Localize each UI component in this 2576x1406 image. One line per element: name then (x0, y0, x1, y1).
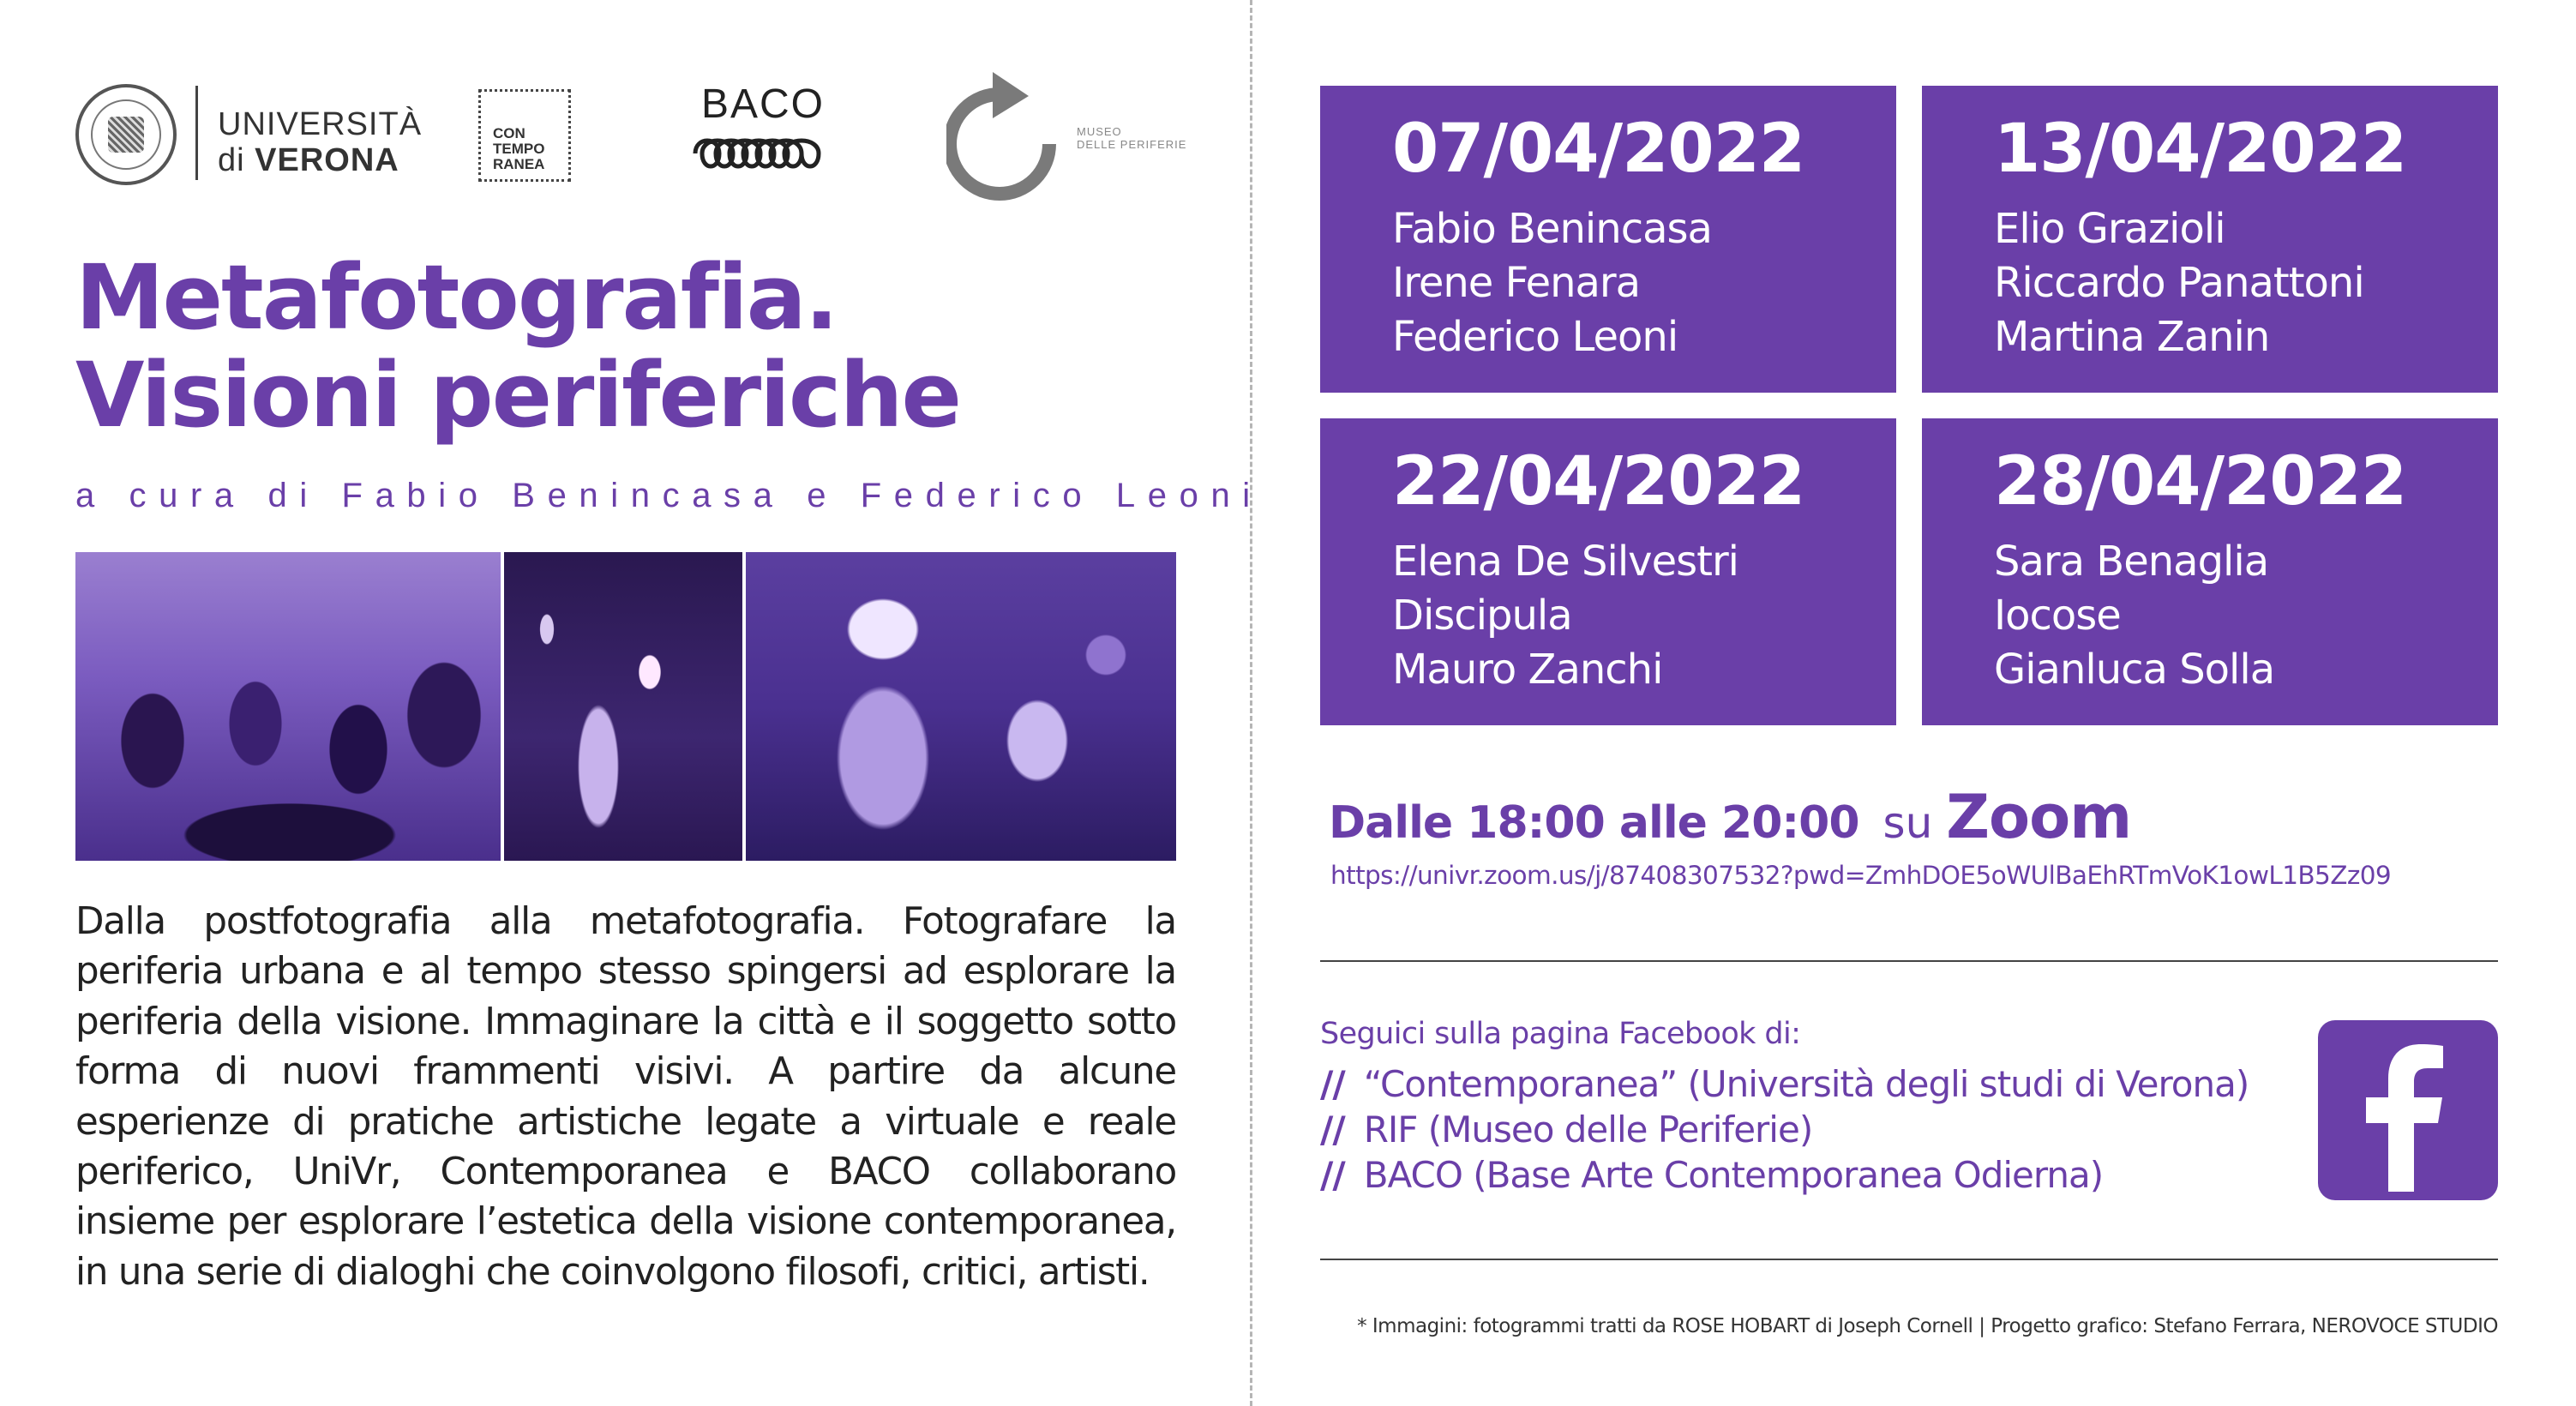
baco-logo: BACO (686, 81, 840, 183)
facebook-intro: Seguici sulla pagina Facebook di: (1320, 1017, 1801, 1051)
speaker: Gianluca Solla (1994, 646, 2275, 694)
speaker: Martina Zanin (1994, 313, 2270, 361)
partner-logos (75, 69, 1187, 206)
speaker: Federico Leoni (1392, 313, 1678, 361)
facebook-page-item[interactable]: // “Contemporanea” (Università degli studi di Verona) (1320, 1063, 2249, 1105)
event-title (75, 245, 1190, 448)
separator-bottom (1320, 1259, 2498, 1260)
univr-logo (218, 106, 422, 178)
univr-logo-line2: di VERONA (218, 142, 399, 178)
event-date: 28/04/2022 (1994, 443, 2407, 520)
speaker: Sara Benaglia (1994, 538, 2269, 586)
event-card-3 (1320, 418, 1896, 725)
schedule-platform: Zoom (1946, 782, 2132, 852)
univr-logo-line1: UNIVERSITÀ (218, 106, 423, 142)
event-title-line1: Metafotografia. (75, 245, 838, 350)
baco-coil-icon (690, 128, 836, 179)
event-speakers (1994, 535, 2498, 697)
speaker: Mauro Zanchi (1392, 646, 1663, 694)
film-still-crowd (75, 552, 501, 861)
schedule-su: su (1882, 798, 1933, 848)
event-card-2 (1922, 86, 2498, 393)
speaker: Discipula (1392, 592, 1572, 640)
event-card-4 (1922, 418, 2498, 725)
facebook-page-item[interactable]: // BACO (Base Arte Contemporanea Odierna) (1320, 1154, 2104, 1196)
university-seal-icon (75, 84, 177, 185)
film-still-woman (504, 552, 742, 861)
schedule-line (1329, 782, 2529, 852)
event-date: 22/04/2022 (1392, 443, 1805, 520)
film-still-people (746, 552, 1176, 861)
event-speakers (1392, 202, 1896, 364)
dashed-divider (1250, 0, 1252, 1406)
speaker: Irene Fenara (1392, 259, 1641, 307)
zoom-link[interactable]: https://univr.zoom.us/j/87408307532?pwd=ZmhDOE5oWUlBaEhRTmVoK1owL1B5Zz09 (1330, 861, 2392, 890)
contemporanea-logo: CON TEMPO RANEA (478, 89, 571, 182)
curators-line: a cura di Fabio Benincasa e Federico Leoni (75, 477, 1263, 514)
event-card-1 (1320, 86, 1896, 393)
speaker: Fabio Benincasa (1392, 205, 1712, 253)
facebook-pages-list (1320, 1061, 2280, 1198)
logo-divider (195, 86, 198, 180)
event-speakers (1392, 535, 1896, 697)
speaker: Elena De Silvestri (1392, 538, 1739, 586)
museo-arrow-icon (946, 69, 1075, 206)
event-date: 07/04/2022 (1392, 111, 1805, 188)
facebook-page-item[interactable]: // RIF (Museo delle Periferie) (1320, 1109, 1813, 1151)
facebook-icon[interactable] (2318, 1020, 2498, 1200)
event-title-line2: Visioni periferiche (75, 343, 961, 448)
speaker: Riccardo Panattoni (1994, 259, 2364, 307)
event-date: 13/04/2022 (1994, 111, 2407, 188)
credits-line: * Immagini: fotogrammi tratti da ROSE HOBART di Joseph Cornell | Progetto grafico: Stefano Ferrara, NEROVOCE STUDIO (1357, 1315, 2498, 1337)
speaker: Iocose (1994, 592, 2121, 640)
speaker: Elio Grazioli (1994, 205, 2225, 253)
film-stills (75, 552, 1176, 861)
separator-top (1320, 960, 2498, 962)
museo-periferie-logo: MUSEO DELLE PERIFERIE (946, 69, 1195, 206)
schedule-time: Dalle 18:00 alle 20:00 (1329, 797, 1859, 849)
event-speakers (1994, 202, 2498, 364)
event-description: Dalla postfotografia alla metafotografia. Fotografare la periferia urbana e al tempo stesso spingersi ad esplorare la periferia della visione. Immaginare la città e il soggetto sotto forma di nuovi frammenti visivi. A partire da alcune esperienze di pratiche artistiche legate a virtuale e reale periferico, UniVr, Contemporanea e BACO collaborano insieme per esplorare l’estetica della visione contemporanea, in una serie di dialoghi che coinvolgono filosofi, critici, artisti. (75, 900, 1176, 1294)
facebook-f-icon (2318, 1020, 2498, 1200)
